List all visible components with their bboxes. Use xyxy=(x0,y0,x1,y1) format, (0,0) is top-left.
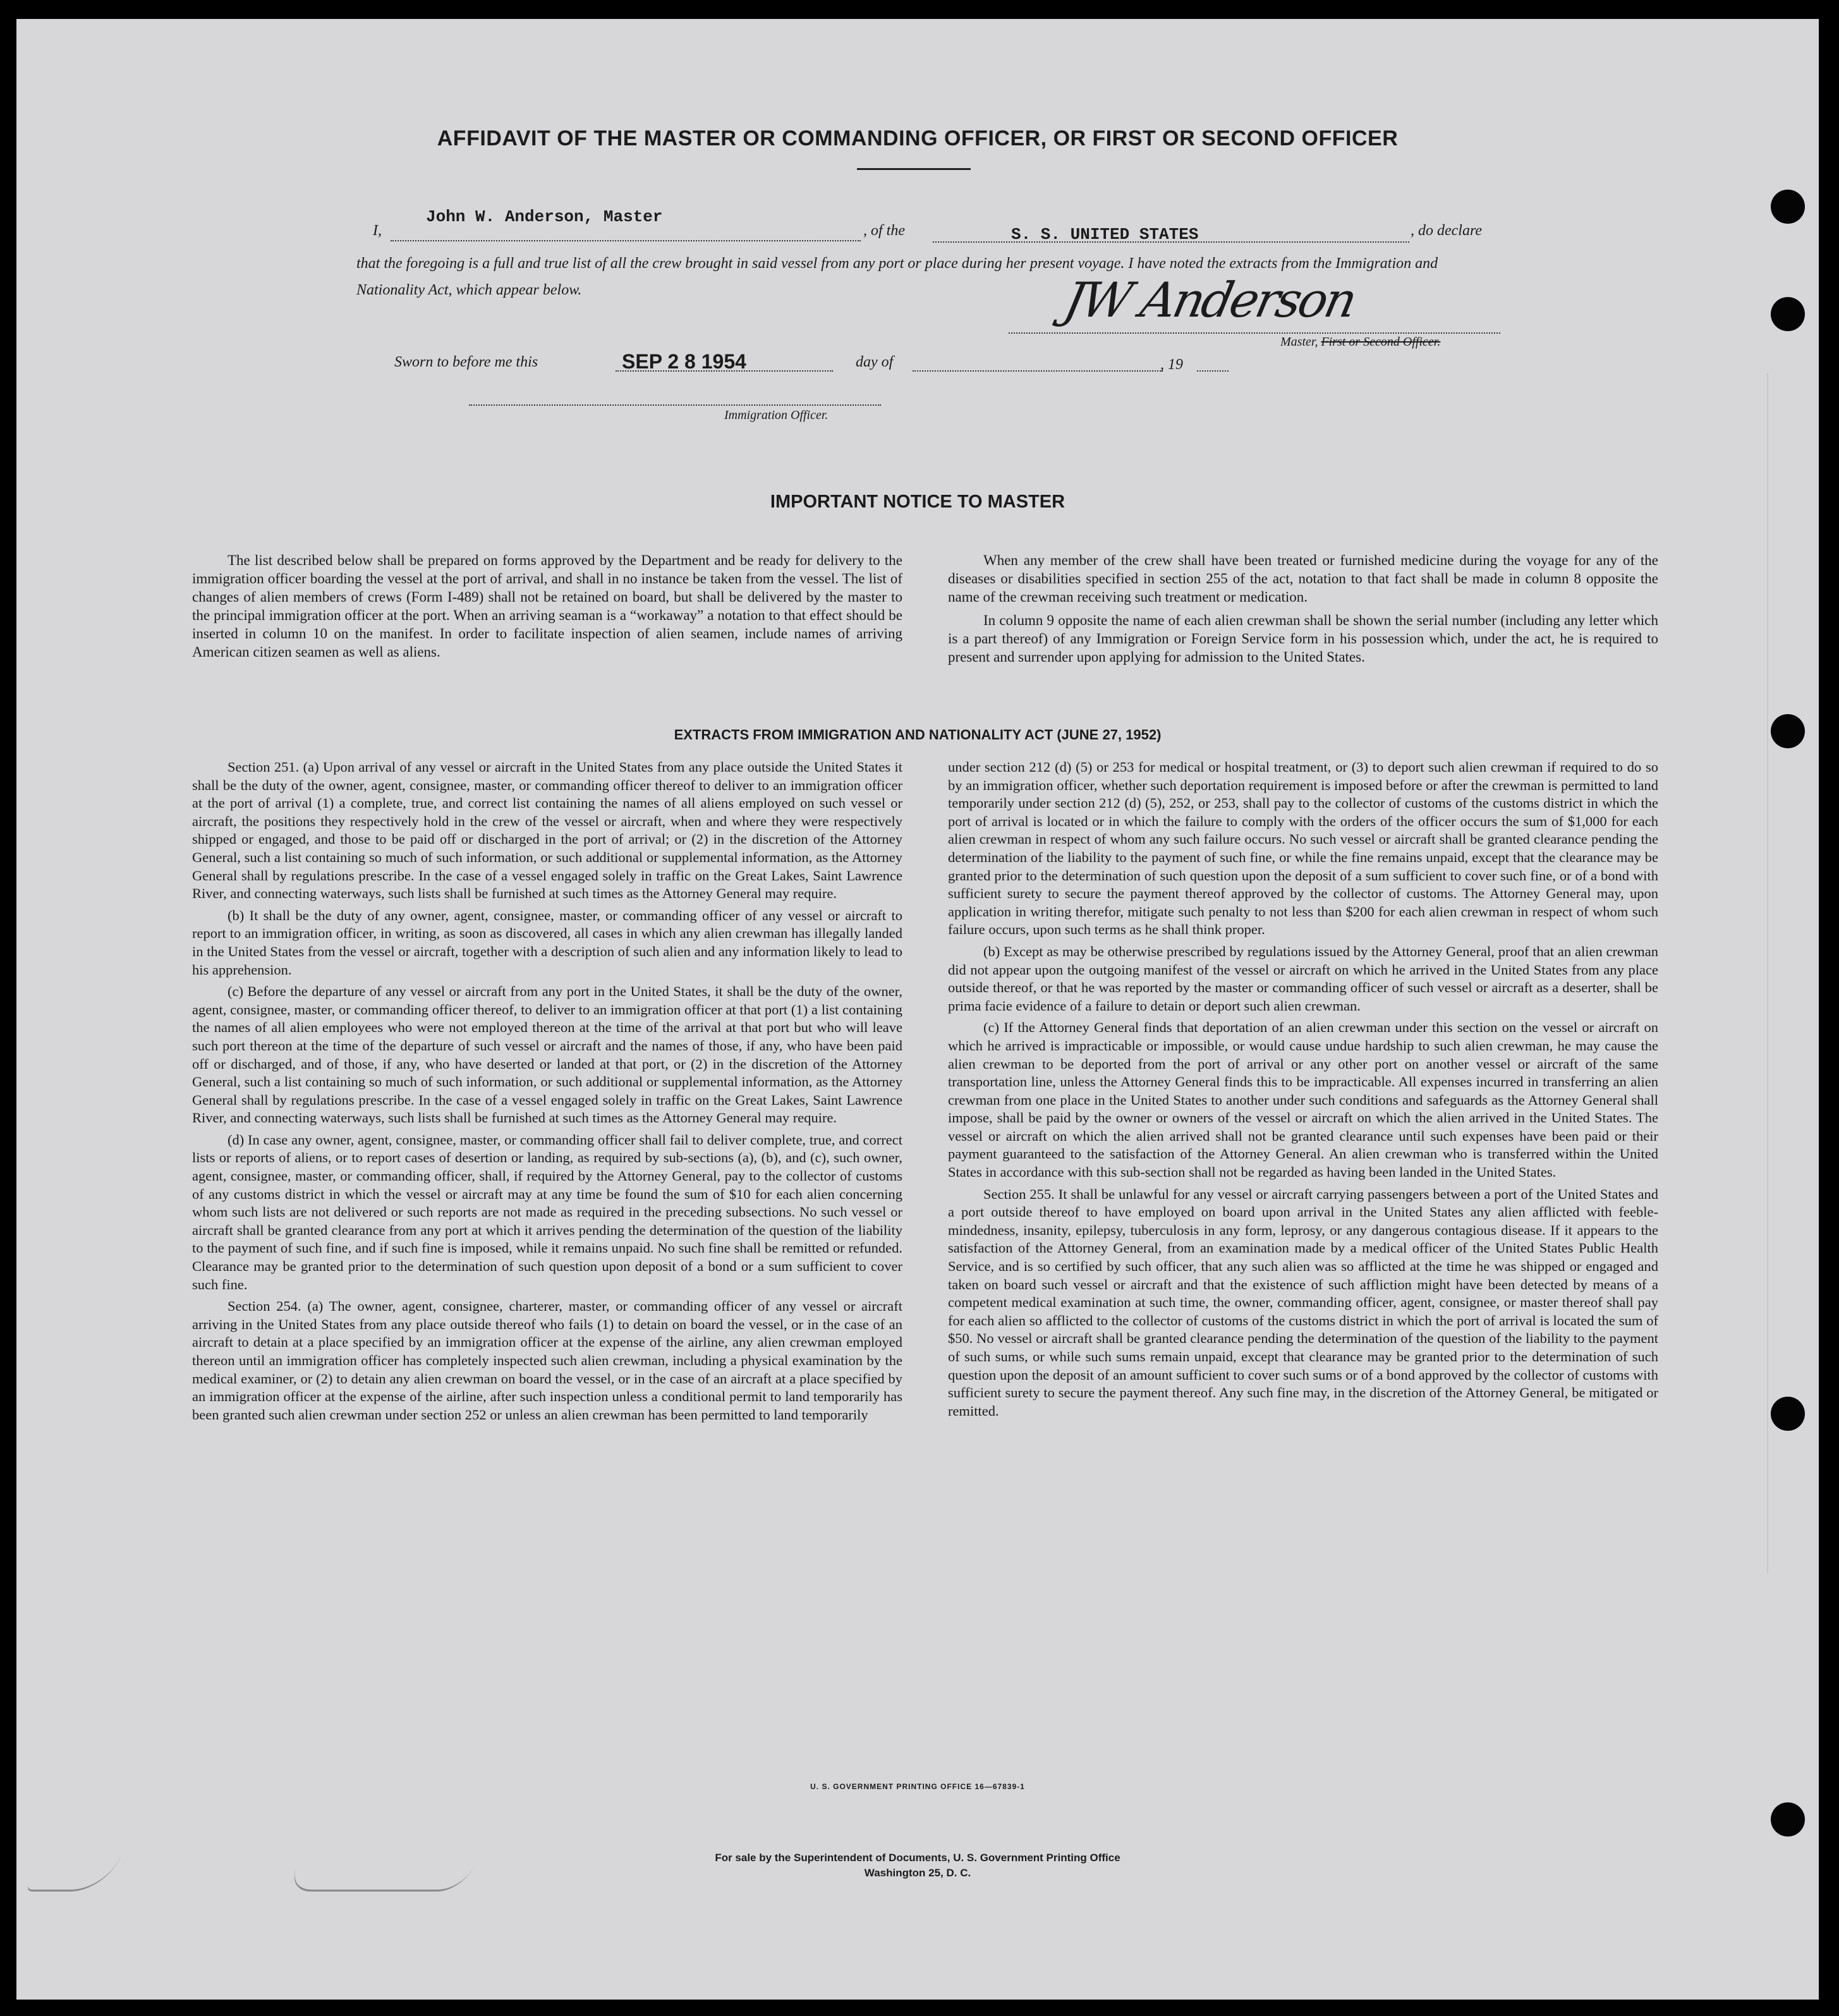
punch-hole xyxy=(1771,297,1805,331)
statute-paragraph: (c) If the Attorney General finds that deportation of an alien crewman under this section on the vessel or aircraft on which he arrived is impracticable or impossible, or would cause undue hardship to such alien crewman, he may cause the alien crewman to be deported from the port of arrival or any other port on another vessel or aircraft of the same transportation line, unless the Attorney General finds this to be impracticable. All expenses incurred in transferring an alien crewman from one place in the United States to another under such conditions and safeguards as the Attorney General shall impose, shall be paid by the owner or owners of the vessel or aircraft on which the alien arrived in the United States. The vessel or aircraft on which the alien arrived shall not be granted clearance until such expenses have been paid or their payment guaranteed to the satisfaction of the Attorney General. An alien crewman who is transferred within the United States in accordance with this sub-section shall not be regarded as having been landed in the United States. xyxy=(948,1019,1658,1181)
year-line xyxy=(1197,370,1229,372)
signature-caption-struck: First or Second Officer. xyxy=(1321,335,1441,349)
extracts-heading: EXTRACTS FROM IMMIGRATION AND NATIONALITY ACT (JUNE 27, 1952) xyxy=(674,727,1162,743)
immigration-officer-line xyxy=(469,404,881,406)
declarant-line xyxy=(391,240,861,241)
immigration-officer-caption: Immigration Officer. xyxy=(724,408,828,422)
signature-line xyxy=(1009,332,1500,334)
declarant-name: John W. Anderson, Master xyxy=(426,207,663,226)
day-of-label: day of xyxy=(856,354,894,370)
statute-paragraph: under section 212 (d) (5) or 253 for medical or hospital treatment, or (3) to deport such alien crewman if required to do so by an immigration officer, whether such deportation requirement is imposed before or after the crewman is permitted to land temporarily under section 212 (d) (5), 252, or 253, shall pay to the collector of customs of the customs district in which the port of arrival is located or in which the failure to comply with the orders of the officer occurs the sum of $1,000 for each alien crewman in respect of whom any such failure occurs. No such vessel or aircraft shall be granted clearance pending the determination of the liability to the payment of such fine, or while the fine remains unpaid, except that the clearance may be granted prior to the determination of such question upon the deposit of a sum sufficient to cover such fine, or of a bond with sufficient surety to secure the payment thereof approved by the collector of customs. The Attorney General may, upon application in writing therefor, mitigate such penalty to not less than $200 for each alien crewman in respect of whom such failure occurs, upon such terms as he shall think proper. xyxy=(948,759,1658,938)
signature-caption-master: Master, xyxy=(1280,335,1318,349)
do-declare-label: , do declare xyxy=(1411,222,1483,239)
pencil-scribble xyxy=(26,1839,127,1892)
form-page xyxy=(16,19,1819,2000)
punch-hole xyxy=(1771,190,1805,224)
signature-caption xyxy=(1280,335,1440,349)
statute-paragraph: (c) Before the departure of any vessel or aircraft from any port in the United States, it shall be the duty of the owner, agent, consignee, master, or commanding officer thereof, to deliver to an immigration officer at that port (1) a list containing the names of all alien employees who were not employed thereon at the time of the arrival at that port but who will leave such port thereon at the time of the departure of such vessel or aircraft and the names of those, if any, who have been paid off or discharged, and of those, if any, who have deserted or landed at that port, or (2) in the discretion of the Attorney General, such a list containing so much of such information, or such additional or supplemental information, as the Attorney General shall by regulations prescribe. In the case of a vessel engaged solely in traffic on the Great Lakes, Saint Lawrence River, and connecting waterways, such lists shall be furnished at such times as the Attorney General may require. xyxy=(192,983,902,1126)
punch-hole xyxy=(1771,1802,1805,1837)
declaration-body: that the foregoing is a full and true list of all the crew brought in said vessel from any port or place during her present voyage. I have noted the extracts from the Immigration and Nationality Act, which appear below. xyxy=(356,255,1438,298)
sworn-date-line xyxy=(616,370,833,372)
notice-paragraph: When any member of the crew shall have been treated or furnished medicine during the voyage for any of the diseases or disabilities specified in section 255 of the act, notation to that fact shall be made in column 8 opposite the name of the crewman receiving such treatment or medication. xyxy=(948,552,1658,605)
statute-paragraph: (d) In case any owner, agent, consignee, master, or commanding officer shall fail to deliver complete, true, and correct lists or reports of aliens, or to report cases of desertion or landing, as required by sub-sections (a), (b), and (c), such owner, agent, consignee, master, or commanding officer, shall, if required by the Attorney General, pay to the collector of customs of any customs district in which the vessel or aircraft may at any time be found the sum of $10 for each alien concerning whom such lists are not delivered or such reports are not made as required in the preceding subsections. No such vessel or aircraft shall be granted clearance from any port at which it arrives pending the determination of the question of the liability to the payment of such fine, and if such fine is imposed, while it remains unpaid. No such fine shall be remitted or refunded. Clearance may be granted prior to the determination of such question upon deposit of a bond or a sum sufficient to cover such fine. xyxy=(192,1131,902,1292)
sale-notice-line2: Washington 25, D. C. xyxy=(864,1867,971,1879)
master-signature: JW Anderson xyxy=(1059,272,1360,328)
extracts-right-column xyxy=(948,758,1658,1420)
statute-paragraph: (b) It shall be the duty of any owner, agent, consignee, master, or commanding officer of any vessel or aircraft to report to an immigration officer, in writing, as soon as discovered, all cases in which any alien crewman has illegally landed in the United States from the vessel or aircraft, together with a description of such alien and any information likely to lead to his apprehension. xyxy=(192,907,902,978)
notice-paragraph: The list described below shall be prepared on forms approved by the Department and be ready for delivery to the immigration officer boarding the vessel at the port of arrival, and shall in no instance be taken from the vessel. The list of changes of alien members of crews (Form I-489) shall not be retained on board, but shall be delivered by the master to the principal immigration officer at the port. When an arriving seaman is a “workaway” a notation to that effect should be inserted in column 10 on the manifest. In order to facilitate inspection of alien seamen, include names of arriving American citizen seamen as well as aliens. xyxy=(192,552,902,660)
of-the-label: , of the xyxy=(863,222,905,239)
year-prefix: , 19 xyxy=(1160,356,1183,373)
title-rule xyxy=(857,168,971,170)
sale-notice-line1: For sale by the Superintendent of Documents, U. S. Government Printing Office xyxy=(715,1852,1120,1864)
extracts-left-column xyxy=(192,758,902,1424)
pencil-scribble xyxy=(285,1852,480,1892)
vessel-name: S. S. UNITED STATES xyxy=(1011,225,1199,244)
punch-hole xyxy=(1771,1397,1805,1431)
vessel-line xyxy=(933,241,1409,243)
statute-paragraph: Section 251. (a) Upon arrival of any vessel or aircraft in the United States from any place outside the United States it shall be the duty of the owner, agent, consignee, master, or commanding officer thereof to deliver to an immigration officer at the port of arrival (1) a complete, true, and correct list containing the names of all aliens employed on such vessel or aircraft, the positions they respectively hold in the crew of the vessel or aircraft, when and where they were respectively shipped or engaged, and those to be paid off or discharged in the port of arrival; or (2) in the discretion of the Attorney General, such a list containing so much of such information, or such additional or supplemental information, as the Attorney General shall by regulations prescribe. In the case of a vessel engaged solely in traffic on the Great Lakes, Saint Lawrence River, and connecting waterways, such lists shall be furnished at such times as the Attorney General may require. xyxy=(192,759,902,902)
affidavit-title: AFFIDAVIT OF THE MASTER OR COMMANDING OFFICER, OR FIRST OR SECOND OFFICER xyxy=(437,126,1399,150)
sworn-prefix: Sworn to before me this xyxy=(394,354,538,370)
sworn-date-stamp: SEP 2 8 1954 xyxy=(622,350,746,373)
notice-right-column xyxy=(948,551,1658,666)
statute-paragraph: (b) Except as may be otherwise prescribed by regulations issued by the Attorney General, proof that an alien crewman did not appear upon the outgoing manifest of the vessel or aircraft on which he arrived in the United States from any place outside thereof, or that he was reported by the master or commanding officer of such vessel or aircraft as a deserter, shall be prima facie evidence of a failure to detain or deport such alien crewman. xyxy=(948,943,1658,1014)
notice-paragraph: In column 9 opposite the name of each alien crewman shall be shown the serial number (including any letter which is a part thereof) of any Immigration or Foreign Service form in his possession which, under the act, he is required to present and surrender upon applying for admission to the United States. xyxy=(948,612,1658,665)
declaration-prefix: I, xyxy=(373,222,382,239)
printer-imprint: U. S. GOVERNMENT PRINTING OFFICE 16—67839-1 xyxy=(810,1782,1025,1791)
statute-paragraph: Section 254. (a) The owner, agent, consignee, charterer, master, or commanding officer of any vessel or aircraft arriving in the United States from any place outside thereof who fails (1) to detain on board the vessel, or in the case of an aircraft to detain at a place specified by an immigration officer at the expense of the airline, any alien crewman employed thereon until an immigration officer has completely inspected such alien crewman, including a physical examination by the medical examiner, or (2) to detain any alien crewman on board the vessel, or in the case of an aircraft at a place specified by an immigration officer at the expense of the airline, after such inspection unless a conditional permit to land temporarily has been granted such alien crewman under section 252 or unless an alien crewman has been permitted to land temporarily xyxy=(192,1298,902,1423)
notice-heading: IMPORTANT NOTICE TO MASTER xyxy=(770,492,1065,512)
notice-left-column xyxy=(192,551,902,661)
statute-paragraph: Section 255. It shall be unlawful for any vessel or aircraft carrying passengers between a port of the United States and a port outside thereof to have employed on board upon arrival in the United States any alien afflicted with feeble-mindedness, insanity, epilepsy, tuberculosis in any form, leprosy, or any dangerous contagious disease. If it appears to the satisfaction of the Attorney General, from an examination made by a medical officer of the United States Public Health Service, and is so certified by such officer, that any such alien was so afflicted at the time he was shipped or engaged and taken on board such vessel or aircraft and that the existence of such affliction might have been detected by means of a competent medical examination at such time, the owner, commanding officer, agent, consignee, or master thereof shall pay for each alien so afflicted to the collector of customs of the customs district in which the port of arrival is located the sum of $50. No vessel or aircraft shall be granted clearance pending the determination of the question of the liability to the payment of such sums, or while such sums remain unpaid, except that clearance may be granted prior to the determination of such question upon the deposit of an amount sufficient to cover such sums or of a bond approved by the collector of customs with sufficient surety to secure the payment thereof. Any such fine may, in the discretion of the Attorney General, be mitigated or remitted. xyxy=(948,1186,1658,1419)
month-line xyxy=(913,370,1163,372)
